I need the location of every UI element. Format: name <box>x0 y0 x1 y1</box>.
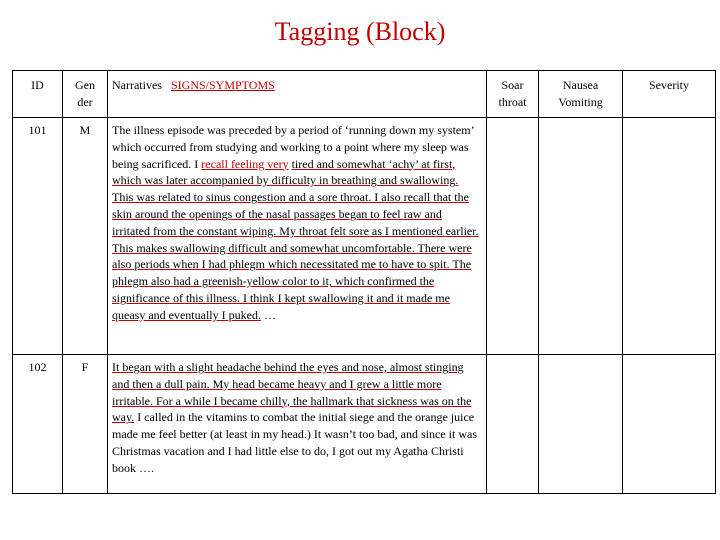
header-severity: Severity <box>623 71 716 118</box>
soar-throat-cell <box>487 355 539 494</box>
severity-cell <box>623 118 716 355</box>
narrative-text: The illness episode was preceded by a period of ‘running down my system’ which occurred from studying and working to a point where my sleep was being sacrificed. I <box>112 123 474 171</box>
narrative-cell <box>108 355 487 494</box>
header-soar-throat: Soar throat <box>487 71 539 118</box>
table-row <box>13 355 716 494</box>
header-row <box>13 71 716 118</box>
narrative-text: … <box>260 307 276 322</box>
header-gender: Gen der <box>63 71 108 118</box>
narrative-cell <box>108 118 487 355</box>
slide-title: Tagging (Block) <box>274 17 446 46</box>
header-narratives-label: Narratives <box>112 78 162 92</box>
tagged-symptom-text: It began with a slight headache behind the eyes and nose, almost stinging and then a dull pain. My head became heavy and I grew a little more irritable. For a while I became chilly, the hallmark that sickness was on the way. <box>112 360 472 425</box>
header-id: ID <box>13 71 63 118</box>
header-signs-symptoms: SIGNS/SYMPTOMS <box>170 78 275 92</box>
nausea-vomiting-cell <box>539 118 623 355</box>
table-row <box>13 118 716 355</box>
tagging-table <box>12 70 716 494</box>
nausea-vomiting-cell <box>539 355 623 494</box>
row-gender: F <box>63 355 108 494</box>
tagged-symptom-text: recall feeling very <box>201 156 289 171</box>
tagged-symptom-text: tired and somewhat ‘achy’ at first, which was later accompanied by difficulty in breathing and swallowing. This was related to sinus congestion and a sore throat. I also recall that the skin around the openings of the nasal passages began to feel raw and irritated from the constant wiping. My throat felt sore as I mentioned earlier. This makes swallowing difficult and somewhat uncomfortable. There were also periods when I had phlegm which necessitated me to have to spit. The phlegm also had a greenish-yellow color to it, which confirmed the significance of this illness. I think I kept swallowing it and it made me queasy and eventually I puked. <box>112 156 479 322</box>
soar-throat-cell <box>487 118 539 355</box>
severity-cell <box>623 355 716 494</box>
header-nausea-vomiting: Nausea Vomiting <box>539 71 623 118</box>
row-id: 101 <box>13 118 63 355</box>
row-id: 102 <box>13 355 63 494</box>
narrative-text: I called in the vitamins to combat the initial siege and the orange juice made me feel better (at least in my head.) It wasn’t too bad, and since it was Christmas vacation and I had little else to do, I got out my Agatha Christi book …. <box>112 410 477 475</box>
header-narratives <box>108 71 487 118</box>
row-gender: M <box>63 118 108 355</box>
